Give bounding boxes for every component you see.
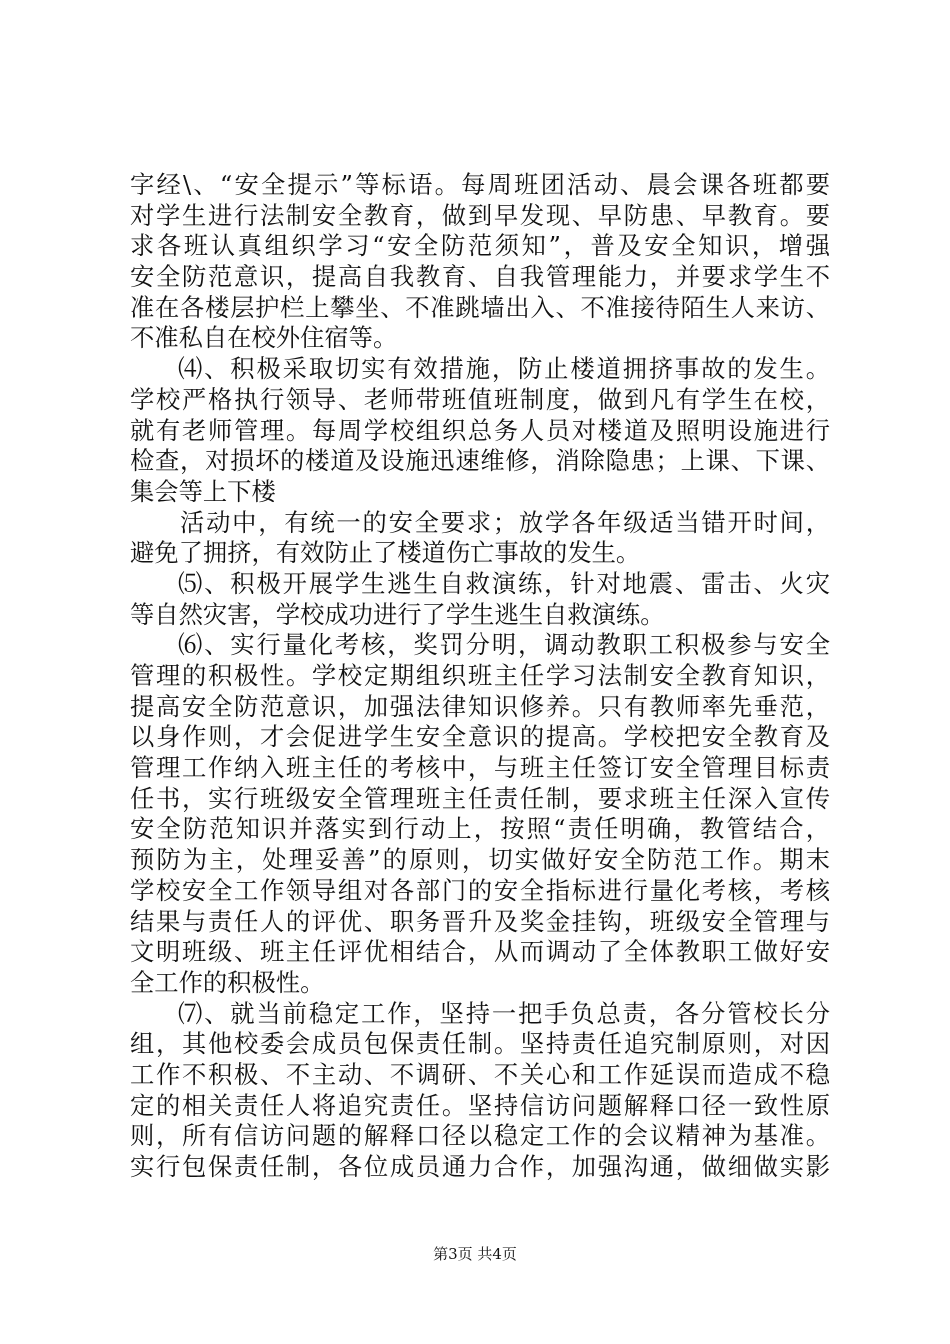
text-line: 学校安全工作领导组对各部门的安全指标进行量化考核，考核	[130, 875, 830, 905]
paragraph-6-heading-line: ⑹、实行量化考核，奖罚分明，调动教职工积极参与安全	[178, 630, 830, 660]
text-line: 组，其他校委会成员包保责任制。坚持责任追究制原则，对因	[130, 1029, 830, 1059]
text-line: 管理的积极性。学校定期组织班主任学习法制安全教育知识，	[130, 661, 830, 690]
text-line: 等自然灾害，学校成功进行了学生逃生自救演练。	[130, 599, 665, 629]
text-line: 则，所有信访问题的解释口径以稳定工作的会议精神为基准。	[130, 1121, 830, 1151]
text-line: 提高安全防范意识，加强法律知识修养。只有教师率先垂范，	[130, 691, 830, 721]
text-line: 以身作则，才会促进学生安全意识的提高。学校把安全教育及	[130, 722, 830, 752]
document-body	[130, 170, 830, 1183]
text-line: 对学生进行法制安全教育，做到早发现、早防患、早教育。要	[130, 200, 830, 230]
text-line: 避免了拥挤，有效防止了楼道伤亡事故的发生。	[130, 538, 641, 568]
text-line: 实行包保责任制，各位成员通力合作，加强沟通，做细做实影	[130, 1152, 830, 1181]
text-line: 工作不积极、不主动、不调研、不关心和工作延误而造成不稳	[130, 1059, 830, 1089]
paragraph-4-heading-line: ⑷、积极采取切实有效措施，防止楼道拥挤事故的发生。	[178, 354, 830, 384]
text-line: 文明班级、班主任评优相结合，从而调动了全体教职工做好安	[130, 937, 830, 967]
page-number-footer: 第3页 共4页	[433, 1245, 517, 1263]
text-line: 任书，实行班级安全管理班主任责任制，要求班主任深入宣传	[130, 783, 830, 813]
text-line: 活动中，有统一的安全要求；放学各年级适当错开时间，	[180, 507, 830, 537]
text-line: 就有老师管理。每周学校组织总务人员对楼道及照明设施进行	[130, 415, 830, 445]
text-line: 全工作的积极性。	[130, 967, 325, 997]
text-line: 准在各楼层护栏上攀坐、不准跳墙出入、不准接待陌生人来访、	[130, 292, 830, 322]
text-line: 求各班认真组织学习“安全防范须知”，普及安全知识，增强	[130, 231, 830, 261]
text-line: 不准私自在校外住宿等。	[130, 323, 398, 353]
text-line: 学校严格执行领导、老师带班值班制度，做到凡有学生在校，	[130, 384, 830, 414]
text-line: 结果与责任人的评优、职务晋升及奖金挂钩，班级安全管理与	[130, 906, 830, 936]
text-line: 字经\、“安全提示”等标语。每周班团活动、晨会课各班都要	[130, 170, 830, 199]
text-line: 检查，对损坏的楼道及设施迅速维修，消除隐患；上课、下课、	[130, 446, 830, 476]
text-line: 安全防范意识，提高自我教育、自我管理能力，并要求学生不	[130, 262, 830, 292]
paragraph-7-heading-line: ⑺、就当前稳定工作，坚持一把手负总责，各分管校长分	[178, 998, 830, 1028]
text-line: 预防为主，处理妥善”的原则，切实做好安全防范工作。期末	[130, 845, 830, 875]
text-line: 集会等上下楼	[130, 476, 276, 506]
text-line: 安全防范知识并落实到行动上，按照“责任明确，教管结合，	[130, 814, 830, 844]
paragraph-5-heading-line: ⑸、积极开展学生逃生自救演练，针对地震、雷击、火灾	[178, 568, 830, 598]
text-line: 定的相关责任人将追究责任。坚持信访问题解释口径一致性原	[130, 1090, 830, 1120]
text-line: 管理工作纳入班主任的考核中，与班主任签订安全管理目标责	[130, 753, 830, 783]
